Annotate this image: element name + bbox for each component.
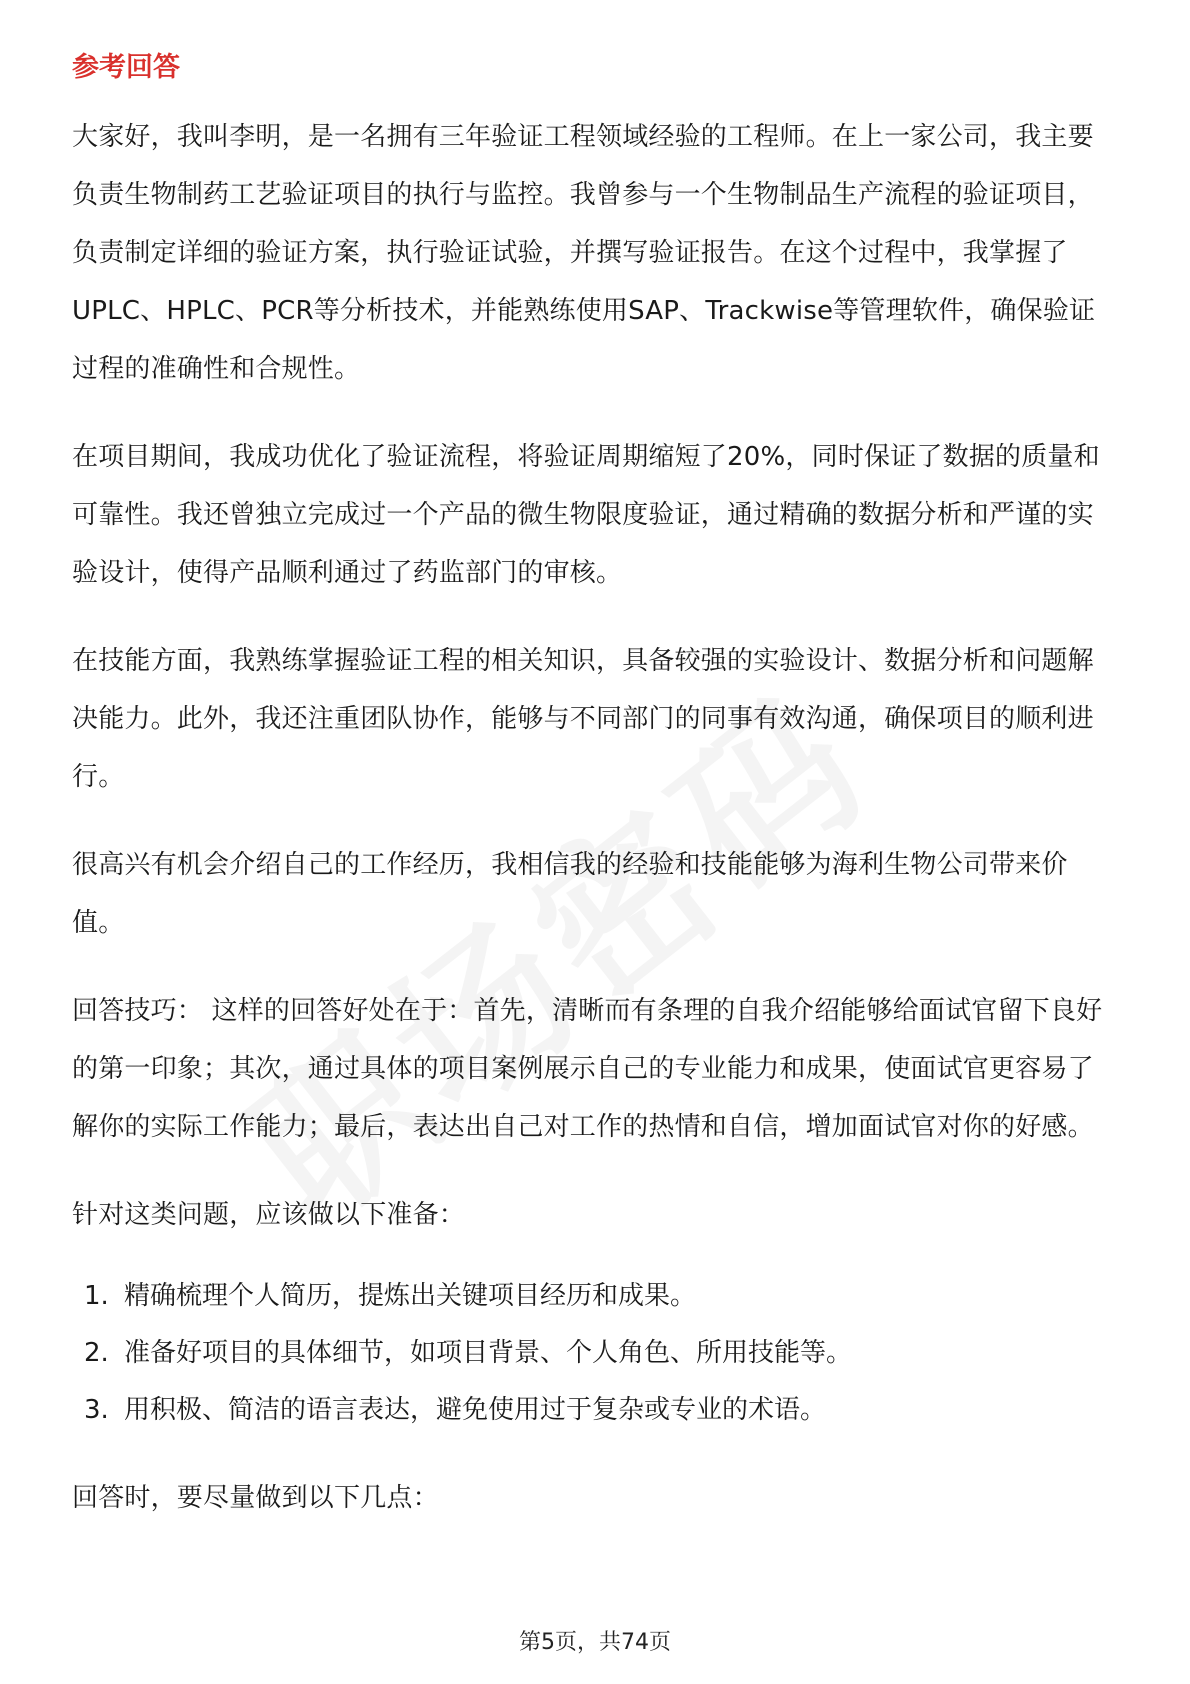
paragraph-intro: 大家好，我叫李明，是一名拥有三年验证工程领域经验的工程师。在上一家公司，我主要负责生物制药工艺验证项目的执行与监控。我曾参与一个生物制品生产流程的验证项目，负责制定详细的验证方案，执行验证试验，并撰写验证报告。在这个过程中，我掌握了UPLC、HPLC、PCR等分析技术，并能熟练使用SAP、Trackwise等管理软件，确保验证过程的准确性和合规性。	[72, 122, 1096, 384]
section-title: 参考回答	[72, 52, 180, 83]
list-item	[84, 1268, 1118, 1325]
list-item-number: 2.	[84, 1338, 109, 1368]
paragraph-closing: 很高兴有机会介绍自己的工作经历，我相信我的经验和技能能够为海利生物公司带来价值。	[72, 850, 1068, 938]
paragraph-prep-intro: 针对这类问题，应该做以下准备：	[72, 1200, 466, 1230]
list-item-number: 3.	[84, 1395, 109, 1425]
list-item-text: 准备好项目的具体细节，如项目背景、个人角色、所用技能等。	[124, 1338, 853, 1368]
list-item	[84, 1382, 1118, 1439]
paragraph-tips: 回答技巧： 这样的回答好处在于：首先，清晰而有条理的自我介绍能够给面试官留下良好的第一印象；其次，通过具体的项目案例展示自己的专业能力和成果，使面试官更容易了解你的实际工作能力；最后，表达出自己对工作的热情和自信，增加面试官对你的好感。	[72, 996, 1103, 1142]
document-body	[72, 48, 1118, 1557]
list-item-text: 精确梳理个人简历，提炼出关键项目经历和成果。	[124, 1281, 697, 1311]
page-number: 第5页，共74页	[519, 1630, 671, 1655]
prep-list	[72, 1268, 1118, 1439]
paragraph-skills: 在技能方面，我熟练掌握验证工程的相关知识，具备较强的实验设计、数据分析和问题解决能力。此外，我还注重团队协作，能够与不同部门的同事有效沟通，确保项目的顺利进行。	[72, 646, 1094, 792]
list-item-number: 1.	[84, 1281, 109, 1311]
list-item-text: 用积极、简洁的语言表达，避免使用过于复杂或专业的术语。	[124, 1395, 827, 1425]
list-item	[84, 1325, 1118, 1382]
paragraph-achievements: 在项目期间，我成功优化了验证流程，将验证周期缩短了20%，同时保证了数据的质量和可靠性。我还曾独立完成过一个产品的微生物限度验证，通过精确的数据分析和严谨的实验设计，使得产品顺利通过了药监部门的审核。	[72, 442, 1100, 588]
paragraph-answer-points: 回答时，要尽量做到以下几点：	[72, 1483, 439, 1513]
